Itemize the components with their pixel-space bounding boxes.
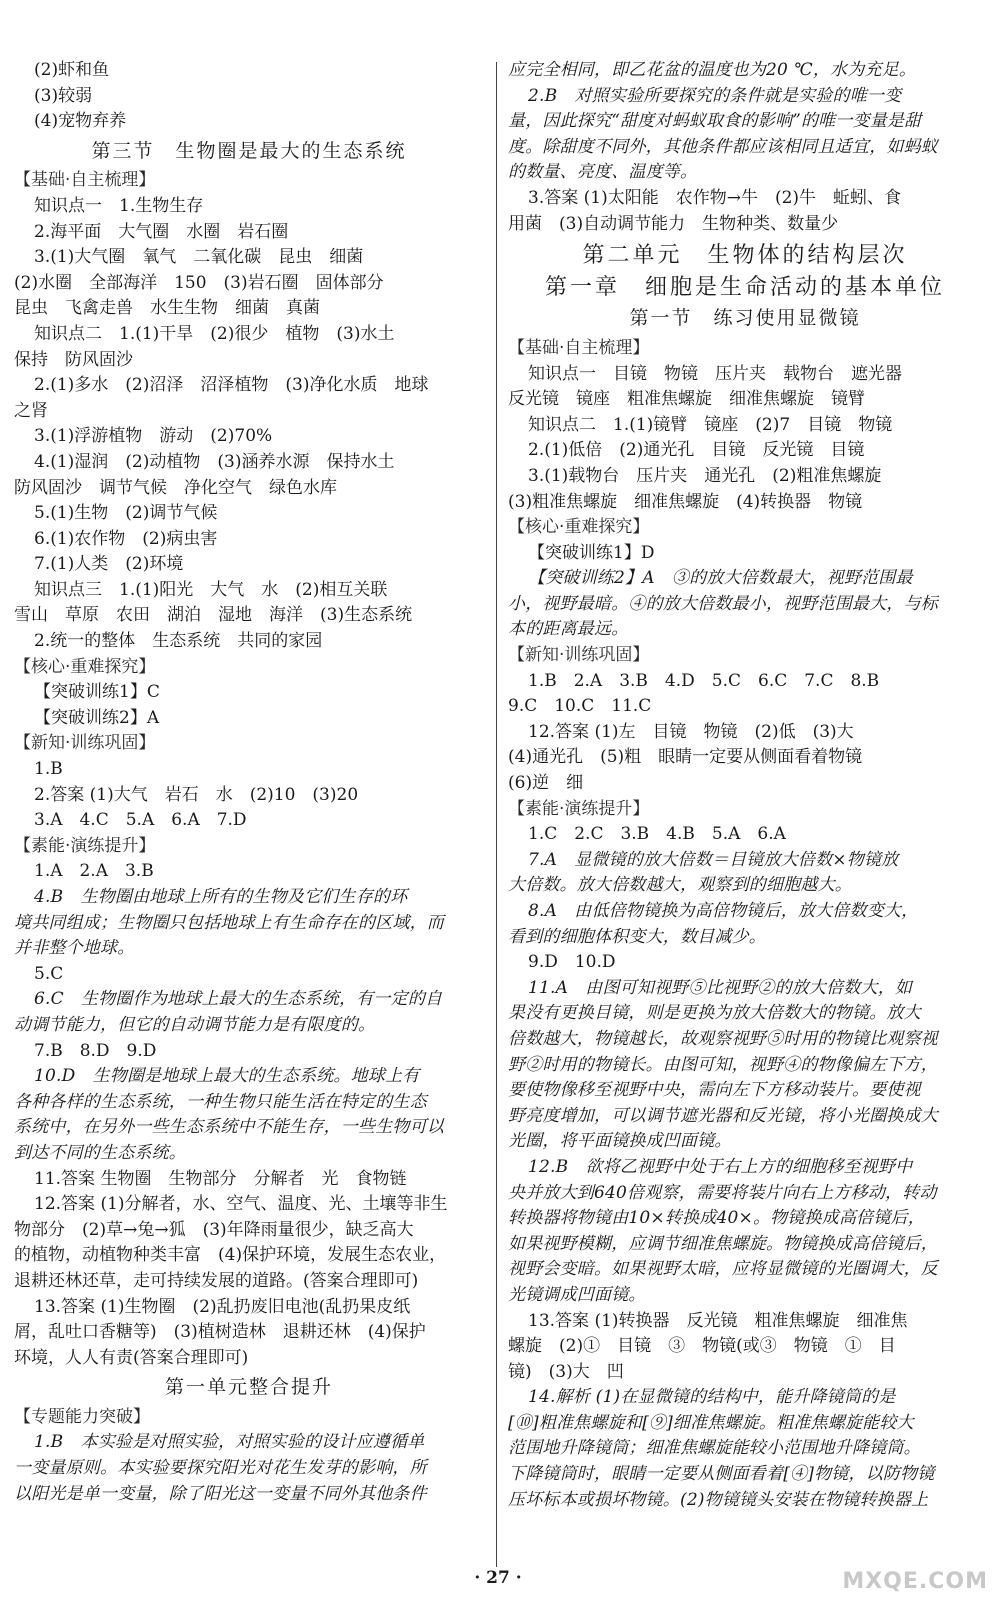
text-line: 倍数越大，物镜越长，故观察视野⑤时用的物镜比观察视 — [508, 1028, 938, 1049]
left-column — [14, 58, 484, 1507]
text-line: 动调节能力，但它的自动调节能力是有限度的。 — [14, 1014, 376, 1035]
text-line: 镜) (3)大 凹 — [508, 1361, 624, 1382]
text-line: 13.答案 (1)转换器 反光镜 粗准焦螺旋 细准焦 — [528, 1310, 908, 1331]
text-line: 12.答案 (1)左 目镜 物镜 (2)低 (3)大 — [528, 721, 854, 742]
text-line: 看到的细胞体积变大，数目减少。 — [508, 926, 766, 947]
text-line: 7.(1)人类 (2)环境 — [34, 554, 184, 575]
column-divider — [496, 62, 497, 1567]
text-line: 屑，乱吐口香糖等) (3)植树造林 退耕还林 (4)保护 — [14, 1322, 426, 1343]
text-line: 之肾 — [14, 400, 48, 421]
text-line: 境共同组成；生物圈只包括地球上有生命存在的区域，而 — [14, 912, 444, 933]
subsection-tag: 【核心·重难探究】 — [508, 517, 650, 538]
text-line: 2.(1)多水 (2)沼泽 沼泽植物 (3)净化水质 地球 — [34, 375, 429, 396]
text-line: 2.B 对照实验所要探究的条件就是实验的唯一变 — [528, 85, 902, 106]
text-line: 视野会变暗。如果视野太暗，应将显微镜的光圈调大，反 — [508, 1259, 938, 1280]
text-line: 野②时用的物镜长。由图可知，视野④的物像偏左下方， — [508, 1054, 938, 1075]
text-line: 11.答案 生物圈 生物部分 分解者 光 食物链 — [34, 1168, 407, 1189]
text-line: 一变量原则。本实验要探究阳光对花生发芽的影响，所 — [14, 1458, 427, 1479]
text-line: 野亮度增加，可以调节遮光器和反光镜，将小光圈换成大 — [508, 1105, 938, 1126]
text-line: 6.(1)农作物 (2)病虫害 — [34, 528, 218, 549]
text-line: 11.A 由图可知视野⑤比视野②的放大倍数大，如 — [528, 977, 913, 998]
text-line: 大倍数。放大倍数越大，观察到的细胞越大。 — [508, 875, 852, 896]
right-column — [508, 58, 982, 1513]
text-line: 退耕还林还草，走可持续发展的道路。(答案合理即可) — [14, 1270, 419, 1291]
text-line: 知识点一 1.生物生存 — [34, 195, 204, 216]
watermark: MXQE.COM — [842, 1569, 988, 1594]
text-line: 3.A 4.C 5.A 6.A 7.D — [34, 810, 247, 831]
text-line: (2)虾和鱼 — [34, 60, 110, 80]
text-line: 3.(1)大气圈 氧气 二氧化碳 昆虫 细菌 — [34, 247, 364, 268]
text-line: 8.A 由低倍物镜换为高倍物镜后，放大倍数变大， — [528, 901, 919, 921]
text-line: 保持 防风固沙 — [14, 349, 133, 370]
text-line: [⑩]粗准焦螺旋和[⑨]细准焦螺旋。粗准焦螺旋能较大 — [508, 1412, 914, 1433]
text-line: 用菌 (3)自动调节能力 生物种类、数量少 — [508, 213, 839, 234]
text-line: (4)通光孔 (5)粗 眼睛一定要从侧面看着物镜 — [508, 747, 863, 768]
text-line: 的植物，动植物种类丰富 (4)保护环境，发展生态农业， — [14, 1245, 447, 1266]
text-line: 转换器将物镜由10×转换成40×。物镜换成高倍镜后， — [508, 1208, 925, 1229]
text-line: (3)较弱 — [34, 85, 93, 106]
text-line: 1.C 2.C 3.B 4.B 5.A 6.A — [528, 824, 786, 845]
text-line: 6.C 生物圈作为地球上最大的生态系统，有一定的自 — [34, 989, 443, 1010]
text-line: 各种各样的生态系统，一种生物只能生活在特定的生态 — [14, 1091, 427, 1112]
text-line: 量，因此探究“甜度对蚂蚁取食的影响”的唯一变量是甜 — [508, 111, 922, 132]
text-line: (6)逆 细 — [508, 773, 584, 794]
text-line: 光镜调成凹面镜。 — [508, 1284, 646, 1305]
text-line: 4.B 生物圈由地球上所有的生物及它们生存的环 — [34, 887, 408, 907]
subsection-tag: 【基础·自主梳理】 — [508, 337, 650, 358]
text-line: 小，视野最暗。④的放大倍数最小，视野范围最大，与标 — [508, 593, 938, 614]
text-line: 本的距离最远。 — [508, 619, 629, 640]
text-line: 环境，人人有责(答案合理即可) — [14, 1347, 249, 1368]
text-line: 到达不同的生态系统。 — [14, 1142, 186, 1163]
text-line: 2.海平面 大气圈 水圈 岩石圈 — [34, 221, 289, 242]
section-heading: 第三节 生物圈是最大的生态系统 — [91, 139, 407, 162]
subsection-tag: 【素能·演练提升】 — [508, 798, 650, 819]
text-line: 1.B 本实验是对照实验，对照实验的设计应遵循单 — [34, 1432, 425, 1453]
text-line: 14.解析 (1)在显微镜的结构中，能升降镜筒的是 — [528, 1387, 896, 1408]
page-number: · 27 · — [474, 1568, 522, 1588]
section-heading: 第一节 练习使用显微镜 — [629, 307, 861, 330]
subsection-tag: 【新知·训练巩固】 — [14, 733, 156, 754]
text-line: 1.A 2.A 3.B — [34, 861, 154, 882]
text-line: 【突破训练1】C — [34, 682, 160, 703]
text-line: 度。除甜度不同外，其他条件都应该相同且适宜，如蚂蚁 — [508, 136, 938, 157]
text-line: (3)粗准焦螺旋 细准焦螺旋 (4)转换器 物镜 — [508, 491, 863, 512]
text-line: 【突破训练1】D — [528, 542, 655, 563]
subsection-tag: 【基础·自主梳理】 — [14, 170, 156, 191]
text-line: 13.答案 (1)生物圈 (2)乱扔废旧电池(乱扔果皮纸 — [34, 1296, 411, 1317]
text-line: 果没有更换目镜，则是更换为放大倍数大的物镜。放大 — [508, 1003, 921, 1024]
text-line: 10.D 生物圈是地球上最大的生态系统。地球上有 — [34, 1066, 420, 1087]
text-line: 央并放大到640倍观察，需要将装片向右上方移动，转动 — [508, 1182, 937, 1203]
text-line: (2)水圈 全部海洋 150 (3)岩石圈 固体部分 — [14, 272, 384, 293]
subsection-tag: 【核心·重难探究】 — [14, 656, 156, 677]
text-line: (4)宠物弃养 — [34, 111, 127, 132]
text-line: 1.B — [34, 759, 63, 780]
text-line: 7.B 8.D 9.D — [34, 1040, 157, 1061]
text-line: 螺旋 (2)① 目镜 ③ 物镜(或③ 物镜 ① 目 — [508, 1336, 896, 1357]
text-line: 3.(1)浮游植物 游动 (2)70% — [34, 426, 273, 447]
text-line: 以阳光是单一变量，除了阳光这一变量不同外其他条件 — [14, 1483, 427, 1504]
text-line: 【突破训练2】A — [34, 707, 160, 728]
subsection-tag: 【专题能力突破】 — [14, 1406, 150, 1427]
text-line: 1.B 2.A 3.B 4.D 5.C 6.C 7.C 8.B — [528, 670, 880, 691]
text-line: 物部分 (2)草→兔→狐 (3)年降雨量很少，缺乏高大 — [14, 1219, 414, 1240]
subsection-tag: 【素能·演练提升】 — [14, 835, 156, 856]
section-heading: 第一单元整合提升 — [164, 1376, 333, 1399]
text-line: 9.C 10.C 11.C — [508, 696, 652, 717]
text-line: 防风固沙 调节气候 净化空气 绿色水库 — [14, 477, 337, 498]
text-line: 范围地升降镜筒；细准焦螺旋能较小范围地升降镜筒。 — [508, 1438, 921, 1459]
text-line: 知识点二 1.(1)干旱 (2)很少 植物 (3)水土 — [34, 323, 395, 344]
text-line: 反光镜 镜座 粗准焦螺旋 细准焦螺旋 镜臂 — [508, 389, 865, 410]
text-line: 如果视野模糊，应调节细准焦螺旋。物镜换成高倍镜后， — [508, 1233, 938, 1254]
text-line: 3.(1)载物台 压片夹 通光孔 (2)粗准焦螺旋 — [528, 465, 882, 486]
text-line: 5.C — [34, 963, 64, 984]
subsection-tag: 【新知·训练巩固】 — [508, 645, 650, 666]
text-line: 4.(1)湿润 (2)动植物 (3)涵养水源 保持水土 — [34, 451, 395, 472]
text-line: 12.答案 (1)分解者，水、空气、温度、光、土壤等非生 — [34, 1194, 448, 1215]
unit-heading: 第二单元 生物体的结构层次 — [582, 243, 908, 269]
text-line: 并非整个地球。 — [14, 938, 135, 959]
text-line: 知识点一 目镜 物镜 压片夹 载物台 遮光器 — [528, 363, 902, 384]
text-line: 应完全相同，即乙花盆的温度也为20 ℃，水为充足。 — [508, 60, 917, 80]
text-line: 3.答案 (1)太阳能 农作物→牛 (2)牛 蚯蚓、食 — [528, 187, 902, 208]
text-line: 12.B 欲将乙视野中处于右上方的细胞移至视野中 — [528, 1156, 913, 1177]
text-line: 【突破训练2】A ③的放大倍数最大，视野范围最 — [528, 568, 913, 589]
text-line: 知识点二 1.(1)镜臂 镜座 (2)7 目镜 物镜 — [528, 414, 893, 435]
text-line: 压坏标本或损坏物镜。(2)物镜镜头安装在物镜转换器上 — [508, 1489, 929, 1510]
text-line: 下降镜筒时，眼睛一定要从侧面看着[④]物镜，以防物镜 — [508, 1464, 935, 1485]
text-line: 知识点三 1.(1)阳光 大气 水 (2)相互关联 — [34, 579, 388, 600]
unit-heading: 第一章 细胞是生命活动的基本单位 — [544, 274, 945, 300]
text-line: 9.D 10.D — [528, 952, 616, 973]
text-line: 2.统一的整体 生态系统 共同的家园 — [34, 631, 323, 652]
text-line: 7.A 显微镜的放大倍数＝目镜放大倍数×物镜放 — [528, 849, 899, 870]
text-line: 2.答案 (1)大气 岩石 水 (2)10 (3)20 — [34, 784, 359, 805]
text-line: 的数量、亮度、温度等。 — [508, 162, 698, 183]
text-line: 2.(1)低倍 (2)通光孔 目镜 反光镜 目镜 — [528, 440, 865, 461]
text-line: 系统中，在另外一些生态系统中不能生存，一些生物可以 — [14, 1117, 444, 1138]
text-line: 要使物像移至视野中央，需向左下方移动装片。要使视 — [508, 1080, 921, 1101]
text-line: 雪山 草原 农田 湖泊 湿地 海洋 (3)生态系统 — [14, 605, 413, 626]
text-line: 5.(1)生物 (2)调节气候 — [34, 503, 218, 524]
text-line: 昆虫 飞禽走兽 水生生物 细菌 真菌 — [14, 298, 320, 319]
text-line: 光圈，将平面镜换成凹面镜。 — [508, 1131, 732, 1152]
